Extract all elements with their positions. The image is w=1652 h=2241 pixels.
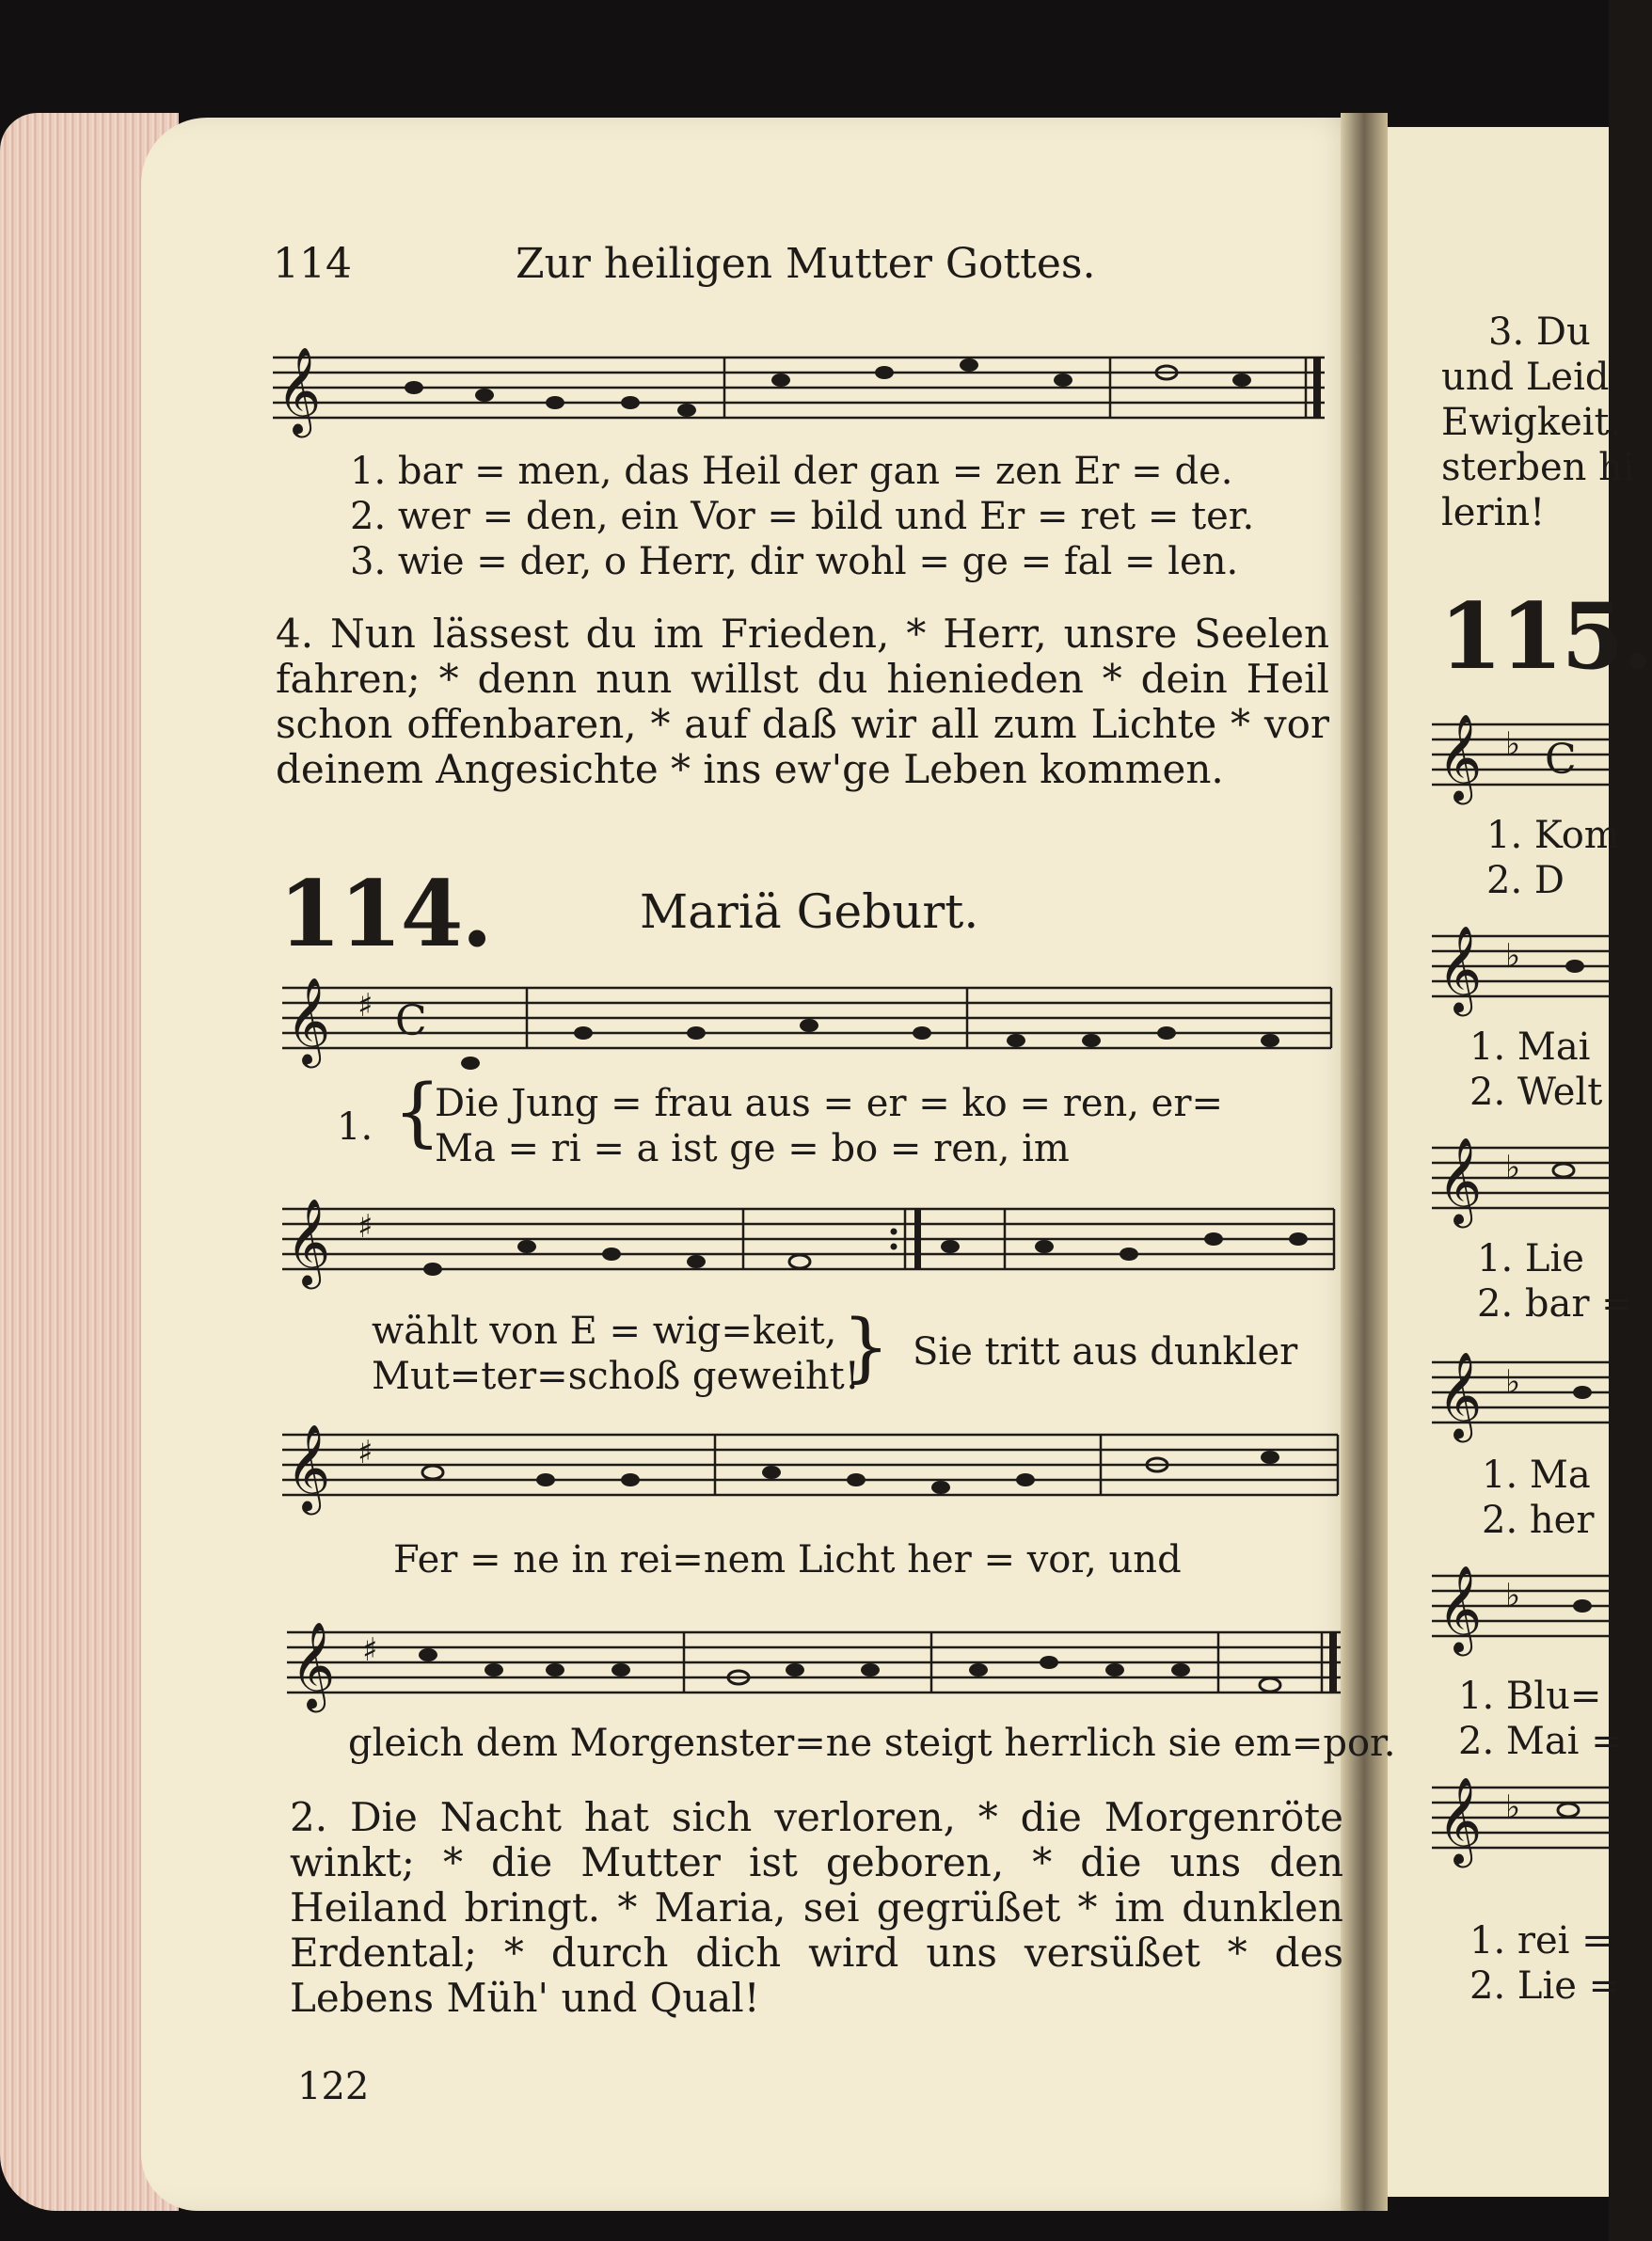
verse-brace: { (393, 1068, 441, 1155)
svg-text:♭: ♭ (1505, 1363, 1521, 1401)
svg-text:𝄞: 𝄞 (277, 346, 322, 434)
right-frag-5b: 2. Mai = (1458, 1720, 1623, 1763)
book-gutter (1341, 113, 1388, 2211)
svg-text:𝄞: 𝄞 (1438, 1351, 1483, 1438)
lyric-line-4: gleich dem Morgenster=ne steigt herrlich sie em=por. (348, 1722, 1396, 1765)
music-staff-5 (287, 1613, 1345, 1726)
svg-text:♭: ♭ (1505, 1577, 1521, 1614)
svg-text:𝄞: 𝄞 (286, 1423, 331, 1511)
svg-text:♯: ♯ (357, 987, 373, 1025)
right-frag-1a: 1. Kom (1486, 814, 1620, 857)
music-staff-2 (282, 969, 1336, 1082)
hymn-number: 114. (278, 861, 491, 967)
svg-text:♭: ♭ (1505, 937, 1521, 975)
lyric-line-2a: wählt von E = wig=keit, (372, 1310, 837, 1353)
right-frag-2b: 2. Welt (1469, 1071, 1603, 1114)
svg-text:♭: ♭ (1505, 725, 1521, 763)
right-frag-3a: 1. Lie (1477, 1237, 1584, 1280)
prev-lyric-line-3: 3. wie = der, o Herr, dir wohl = ge = fal = len. (350, 540, 1239, 583)
svg-text:𝄞: 𝄞 (1438, 1776, 1483, 1864)
running-page-number: 114 (273, 240, 352, 288)
svg-text:C: C (395, 997, 427, 1045)
svg-text:♯: ♯ (362, 1631, 378, 1669)
svg-text:𝄞: 𝄞 (1438, 925, 1483, 1012)
lyric-line-3: Fer = ne in rei=nem Licht her = vor, und (393, 1538, 1182, 1581)
lyric-line-2c: Sie tritt aus dunkler (913, 1330, 1298, 1374)
lyric-line-1a: Die Jung = frau aus = er = ko = ren, er= (435, 1082, 1223, 1125)
svg-text:𝄞: 𝄞 (286, 977, 331, 1064)
music-staff-4 (282, 1416, 1341, 1529)
right-frag-6b: 2. Lie = (1469, 1964, 1621, 2008)
right-top-line-2: und Leid (1441, 356, 1610, 399)
right-top-line-3: Ewigkeit. (1441, 401, 1622, 444)
svg-text:♯: ♯ (357, 1434, 373, 1471)
right-hymn-number: 115. (1439, 583, 1652, 690)
svg-text:♯: ♯ (357, 1208, 373, 1246)
svg-text:𝄞: 𝄞 (1438, 1136, 1483, 1224)
svg-text:𝄞: 𝄞 (286, 1198, 331, 1285)
prev-lyric-line-1: 1. bar = men, das Heil der gan = zen Er = de. (350, 450, 1233, 493)
prev-lyric-line-2: 2. wer = den, ein Vor = bild und Er = ret = ter. (350, 495, 1255, 538)
svg-text:C: C (1545, 736, 1577, 784)
right-top-line-4: sterben hi (1441, 446, 1635, 489)
right-frag-3b: 2. bar = (1477, 1282, 1633, 1326)
svg-text:𝄞: 𝄞 (291, 1621, 336, 1709)
hymn-title: Mariä Geburt. (640, 884, 979, 939)
verse-brace-close: } (842, 1303, 890, 1391)
right-frag-4b: 2. her (1482, 1499, 1595, 1542)
hymn-stanza-2: 2. Die Nacht hat sich verloren, * die Morgenröte winkt; * die Mutter ist geboren, * die uns den Heiland bringt. * Maria, sei gegrüßet * im dunklen Erdental; * durch dich wird uns versüßet * des Lebens Müh' und Qual! (290, 1794, 1343, 2021)
right-frag-5a: 1. Blu= (1458, 1675, 1602, 1718)
right-frag-1b: 2. D (1486, 859, 1565, 902)
music-staff-1 (273, 339, 1326, 452)
lyric-line-1b: Ma = ri = a ist ge = bo = ren, im (435, 1127, 1070, 1170)
svg-text:♭: ♭ (1505, 1788, 1521, 1826)
verse-number: 1. (337, 1105, 373, 1149)
svg-text:𝄞: 𝄞 (1438, 713, 1483, 801)
svg-text:𝄞: 𝄞 (1438, 1565, 1483, 1652)
right-frag-4a: 1. Ma (1482, 1454, 1591, 1497)
running-title: Zur heiligen Mutter Gottes. (516, 240, 1096, 288)
right-top-line-5: lerin! (1441, 491, 1546, 534)
right-frag-2a: 1. Mai (1469, 1025, 1591, 1069)
svg-text:♭: ♭ (1505, 1149, 1521, 1186)
music-staff-3 (282, 1190, 1336, 1303)
prev-hymn-stanza-4: 4. Nun lässest du im Frieden, * Herr, unsre Seelen fahren; * denn nun willst du hienieden * dein Heil schon offenbaren, * auf daß wir all zum Lichte * vor deinem Angesichte * ins ew'ge Leben kommen. (276, 611, 1329, 792)
right-frag-6a: 1. rei = (1469, 1919, 1613, 1963)
right-top-line-1: 3. Du (1488, 310, 1591, 354)
footer-page-number: 122 (297, 2065, 370, 2108)
lyric-line-2b: Mut=ter=schoß geweiht! (372, 1355, 860, 1398)
